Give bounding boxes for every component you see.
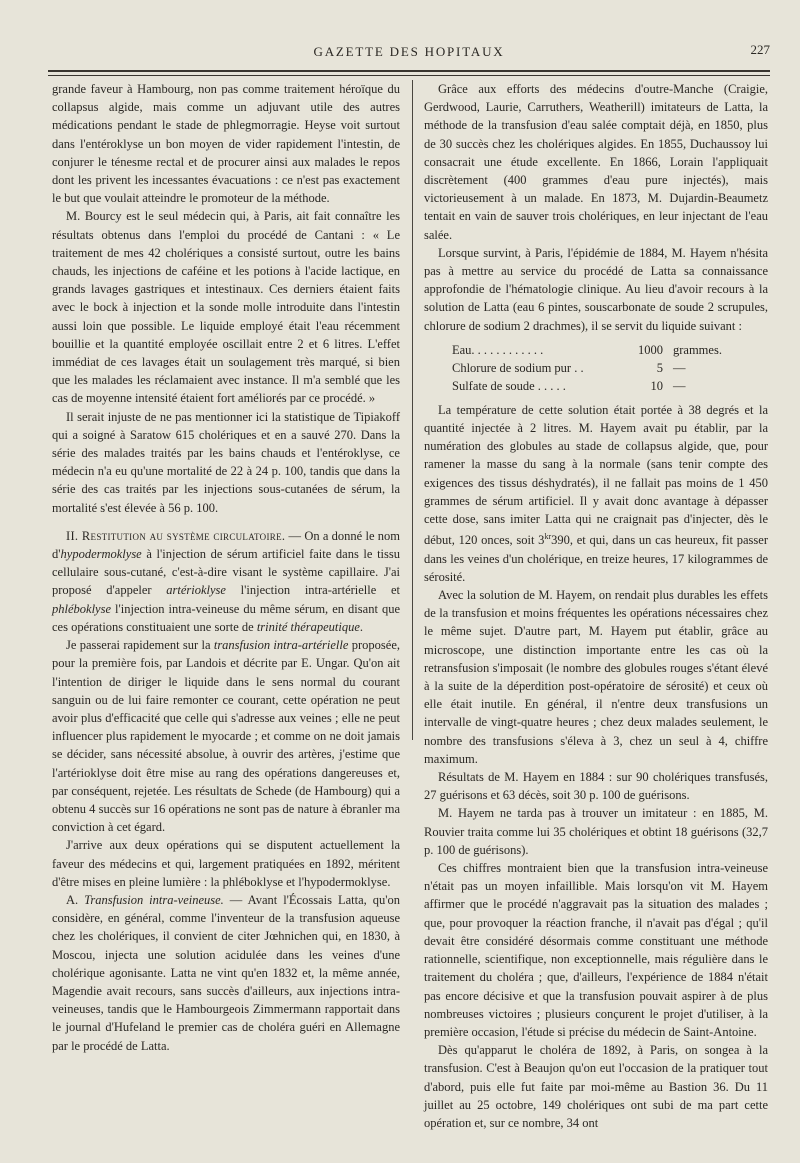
text-run: — Avant l'Écossais Latta, qu'on considère, en général, comme l'inventeur de la transfusion aqueuse chez les cholériques, il convient de citer Jœhnichen qui, en 1830, à Moscou, injecta une solution acidulée dans les veines d'une cholérique agonisante. Latta ne vint qu'en 1832 et, la même année, Magendie avait recours, sans succès d'ailleurs, aux injections intra-veineuses, tandis que le Hambourgeois Zimmermann rapportait dans le journal d'Hufeland le premier cas de choléra guéri en Allemagne par le procédé de Latta. xyxy=(52,892,400,1053)
text-run: l'injection intra-artérielle et xyxy=(225,583,401,598)
recipe-row xyxy=(452,377,726,395)
ingredient-unit: — xyxy=(673,378,686,393)
italic-term: transfusion intra-artérielle xyxy=(213,638,349,653)
running-title: GAZETTE DES HOPITAUX xyxy=(313,44,505,59)
text-run: l'injection intra-veineuse du même sérum, en disant que ces opérations constituaient une sorte de xyxy=(52,601,400,634)
text-run: à l'injection de sérum artificiel faite dans le tissu cellulaire sous-cutané, c'est-à-dire visant le système capillaire. J'ai proposé d'appeler xyxy=(52,547,400,598)
paragraph: Dès qu'apparut le choléra de 1892, à Paris, on songea à la transfusion. C'est à Beaujon qu'on eut l'occasion de la pratiquer tout d'abord, puis elle fut faite par moi-même au Bastion 36. Du 11 juillet au 25 octobre, 149 cholériques ont subi de ma part cette opération et, sur ce nombre, 34 ont xyxy=(424,1043,768,1130)
ingredient-name: Chlorure de sodium pur . . xyxy=(452,360,584,375)
paragraph: M. Bourcy est le seul médecin qui, à Paris, ait fait connaître les résultats obtenus dans l'emploi du procédé de Cantani : « Le traitement de mes 42 cholériques a consisté surtout, outre les bains chauds, les injections de caféine et les potions à l'acide lactique, en grands lavages gastriques et intestinaux. Ces derniers étaient faits avec le bock à injection et la sonde molle introduite dans l'intestin aussi loin que possible. Le liquide employé était l'eau récemment bouillie et la quantité employée oscillait entre 2 et 6 litres. L'effet immédiat de ces lavages était un soulagement très marqué, si bien que les malades les réclamaient avec instance. Il m'a semblé que les cas de moyenne intensité étaient fort améliorés par ce procédé. » xyxy=(52,209,400,406)
paragraph: Avec la solution de M. Hayem, on rendait plus durables les effets de la transfusion et moins fréquentes les opérations nécessaires chez le même sujet. D'autre part, M. Hayem put établir, grâce au microscope, une distinction importante entre les cas où la retransfusion s'imposait (le nombre des globules rouges s'étant élevé à la suite de la déperdition post-opératoire de sérosité) et ceux où elle était inutile. En général, il n'entre deux transfusions un intervalle de vingt-quatre heures ; chez deux malades seulement, le nombre des transfusions s'éleva à 3, chez un seul à 4, chiffre maximum. xyxy=(424,588,768,766)
right-column xyxy=(424,80,768,1132)
italic-term: artérioklyse xyxy=(166,583,226,598)
text-run: A. xyxy=(66,892,85,907)
text-run: Je passerai rapidement sur la xyxy=(66,638,214,653)
paragraph: Résultats de M. Hayem en 1884 : sur 90 cholériques transfusés, 27 guérisons et 63 décès, soit 30 p. 100 de guérisons. xyxy=(424,770,768,803)
header-rule-thin xyxy=(48,75,770,76)
subsection-heading: Transfusion intra-veineuse. xyxy=(84,892,224,907)
italic-term: hypodermoklyse xyxy=(60,547,142,562)
page-number: 227 xyxy=(750,42,770,57)
ingredient-name: Sulfate de soude . . . . . xyxy=(452,378,566,393)
paragraph: Lorsque survint, à Paris, l'épidémie de 1884, M. Hayem n'hésita pas à mettre au service du procédé de Latta sa connaissance approfondie de l'hématologie clinique. Au lieu d'avoir recours à la solution de Latta (eau 6 pintes, souscarbonate de soude 2 scrupules, chlorure de sodium 2 drachmes), il se servit du liquide suivant : xyxy=(424,245,768,333)
paragraph xyxy=(52,891,400,1055)
italic-term: phléboklyse xyxy=(52,601,112,616)
ingredient-qty: 10 xyxy=(650,378,663,393)
ingredient-name: Eau. . . . . . . . . . . . xyxy=(452,342,544,357)
ingredient-qty: 1000 xyxy=(638,342,663,357)
paragraph xyxy=(52,636,400,836)
column-divider xyxy=(412,80,413,740)
ingredient-unit: — xyxy=(673,360,686,375)
left-column xyxy=(52,80,400,1055)
recipe-row xyxy=(452,359,726,377)
text-run: La température de cette solution était portée à 38 degrés et la quantité injectée à 2 litres. M. Hayem avait pu établir, par la numération des globules au stade de collapsus algide, que, pour ramener la masse du sang à la normale (sans tenir compte des exigences des tissus déshydratés), il ne fallait pas moins de 1 450 grammes de sérum artificiel. Il y avait donc avantage à dépasser cette dose, sans imiter Latta qui ne craignait pas d'injecter, dès le début, 120 onces, soit 3 xyxy=(424,402,768,548)
paragraph: grande faveur à Hambourg, non pas comme traitement héroïque du collapsus algide, mais comme un adjuvant utile des autres médications pendant le stade de phlegmorragie. Heyse voit surtout dans l'entéroklyse un bon moyen de vider rapidement l'intestin, de conjurer le ténesme rectal et de procurer ainsi aux malades le repos dont les privent les incessantes évacuations : ce n'est pas exactement le but que voulait atteindre le promoteur de la méthode. xyxy=(52,82,400,206)
recipe-row xyxy=(452,341,726,359)
paragraph: Ces chiffres montraient bien que la transfusion intra-veineuse n'était pas un moyen infaillible. Mais lorsqu'on vit M. Hayem affirmer que le procédé n'aggravait pas la situation des malades ; que, pour provoquer la réaction franche, il n'avait pas d'égal ; qu'il devait être considéré désormais comme constituant une méthode rationnelle, scientifique, non exceptionnelle, mais régulière dans le traitement du choléra ; que, d'ailleurs, l'expérience de 1884 n'était pas encore décisive et que la transfusion pouvait aspirer à de plus nombreuses victoires ; plusieurs conçurent le projet d'utiliser, à la première occasion, l'étude si précise du médecin de Saint-Antoine. xyxy=(424,861,768,1039)
recipe-table xyxy=(452,341,726,395)
section-paragraph xyxy=(52,527,400,636)
header-rule-thick xyxy=(48,70,770,72)
paragraph: Il serait injuste de ne pas mentionner ici la statistique de Tipiakoff qui a soigné à Saratow 615 cholériques et en a sauvé 270. Dans la série des malades traités par les bains chauds et l'entéroklyse, ce médecin n'a eu qu'une mortalité de 22 à 24 p. 100, tandis que dans la série des cas traités par les injections sous-cutanées de sérum, la mortalité s'est élevée à 56 p. 100. xyxy=(52,409,400,515)
paragraph: Grâce aux efforts des médecins d'outre-Manche (Craigie, Gerdwood, Laurie, Carruthers, Weatherill) imitateurs de Latta, la méthode de la transfusion d'eau salée comptait déjà, en 1850, plus de 30 succès chez les cholériques algides. En 1855, Duchaussoy lui consacrait une étude excellente. En 1866, Lorain l'appliquait discrètement (400 grammes d'eau pure injectés), mais victorieusement à un malade. En 1873, M. Dujardin-Beaumetz tentait en vain de sauver trois cholériques, en leur injectant de l'eau salée. xyxy=(424,82,768,242)
section-heading: II. Restitution au système circulatoire. xyxy=(66,528,286,543)
text-run: — On a donné le nom d' xyxy=(52,528,400,562)
text-run: . xyxy=(359,619,364,634)
text-run: proposée, pour la première fois, par Landois et décrite par E. Ungar. Qu'on ait l'intention de diriger le liquide dans le sens normal du courant sanguin ou de lui faire remonter ce courant, cette opération ne peut avoir plus d'efficacité que celle qui s'adresse aux veines ; elle ne peut influencer plus rapidement le myocarde ; et comme on ne doit jamais se décider, sans nécessité absolue, à ouvrir des artères, j'estime que l'artérioklyse doit être mise au rang des opérations dangereuses et, par conséquent, rejetée. Les résultats de Schede (de Hambourg) qui a obtenu 4 succès sur 16 opérations ne sont pas de nature à ébranler ma conviction à cet égard. xyxy=(52,638,400,835)
ingredient-qty: 5 xyxy=(656,360,663,375)
italic-term: trinité thérapeutique xyxy=(256,619,360,634)
ingredient-unit: grammes. xyxy=(673,342,722,357)
paragraph: J'arrive aux deux opérations qui se disputent actuellement la faveur des médecins et qui, largement pratiquées en 1892, méritent d'être mises en pleine lumière : la phléboklyse et l'hypodermoklyse. xyxy=(52,838,400,889)
page-header xyxy=(48,40,770,64)
text-run: 390, et qui, dans un cas heureux, fit passer dans les veines d'un cholérique, en treize heures, 17 kilogrammes de sérosité. xyxy=(424,533,768,584)
paragraph xyxy=(424,401,768,586)
paragraph: M. Hayem ne tarda pas à trouver un imitateur : en 1885, M. Rouvier traita comme lui 35 cholériques et obtint 18 guérisons (32,7 p. 100 de guérisons). xyxy=(424,806,768,857)
superscript: kr xyxy=(544,532,552,542)
